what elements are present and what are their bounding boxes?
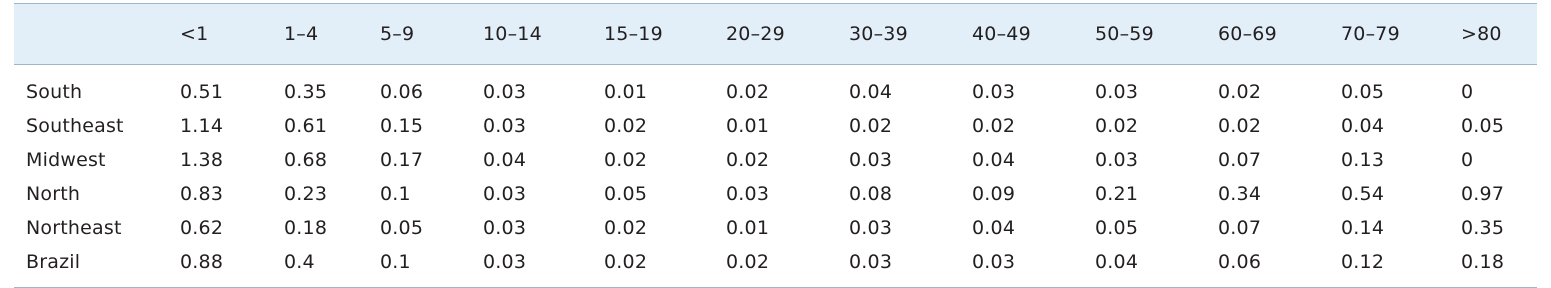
- header-cell-age-group: <1: [180, 4, 284, 65]
- table-row: [14, 143, 1537, 177]
- table-cell-value: 0.02: [726, 81, 770, 103]
- header-cell-age-group: 20–29: [726, 4, 849, 65]
- table-cell-value: 0.68: [284, 149, 328, 171]
- table-row: [14, 177, 1537, 211]
- table-cell-value: 0.21: [1095, 183, 1139, 205]
- table-cell-value: 0.02: [604, 217, 648, 239]
- table-cell-value: 0.61: [284, 115, 328, 137]
- table-cell-value: 0.03: [849, 245, 972, 288]
- table-cell-value: 0.04: [849, 81, 893, 103]
- table-cell-value: 0.03: [849, 217, 893, 239]
- table-cell-value: 0.02: [604, 149, 648, 171]
- row-label-region: Midwest: [26, 149, 106, 171]
- table-cell-value: 1.38: [180, 149, 224, 171]
- table-cell-value: 0.07: [1218, 217, 1262, 239]
- table-cell-value: 0.06: [1218, 245, 1341, 288]
- table-cell-value: 0.18: [284, 217, 328, 239]
- header-cell-age-group: 30–39: [849, 4, 972, 65]
- table-cell-value: 0.02: [972, 115, 1016, 137]
- table-cell-value: 0.02: [849, 115, 893, 137]
- table-cell-value: 0.04: [972, 217, 1016, 239]
- table-cell-value: 0.35: [1461, 217, 1505, 239]
- table-cell-value: 0.62: [180, 217, 224, 239]
- table-cell-value: 0.03: [726, 183, 770, 205]
- table-cell-value: 0.03: [1095, 81, 1139, 103]
- table-cell-value: 0.07: [1218, 149, 1262, 171]
- table-cell-value: 0.03: [972, 245, 1095, 288]
- table-cell-value: 0: [1461, 81, 1474, 103]
- table-cell-value: 0.03: [483, 245, 604, 288]
- header-cell-age-group: 1–4: [284, 4, 380, 65]
- table-cell-value: 0.18: [1461, 245, 1537, 288]
- table-body: [14, 65, 1537, 288]
- table-cell-value: 0.05: [1461, 115, 1505, 137]
- table-cell-value: 0.14: [1341, 217, 1385, 239]
- table-cell-value: 0.51: [180, 81, 224, 103]
- table-cell-value: 0.05: [604, 183, 648, 205]
- table-cell-value: 0.01: [604, 81, 648, 103]
- table-cell-value: 0.09: [972, 183, 1016, 205]
- row-label-region: South: [26, 81, 83, 103]
- header-cell-age-group: 40–49: [972, 4, 1095, 65]
- header-cell-age-group: 10–14: [483, 4, 604, 65]
- table-cell-value: 0.83: [180, 183, 224, 205]
- header-cell-age-group: 15–19: [604, 4, 726, 65]
- table-cell-value: 0.05: [1341, 81, 1385, 103]
- row-label-region: Northeast: [26, 217, 122, 239]
- table-header-row: [14, 4, 1537, 65]
- table-row: [14, 65, 1537, 110]
- table-cell-value: 0.1: [380, 183, 411, 205]
- row-label-region: Southeast: [26, 115, 124, 137]
- table-cell-value: 0.17: [380, 149, 424, 171]
- table-cell-value: 0.04: [972, 149, 1016, 171]
- table-cell-value: 0.34: [1218, 183, 1262, 205]
- table-cell-value: 0.03: [972, 81, 1016, 103]
- table-cell-value: 0.08: [849, 183, 893, 205]
- table-cell-value: 0.02: [604, 115, 648, 137]
- table-cell-value: 1.14: [180, 115, 224, 137]
- table-cell-value: 0.05: [1095, 217, 1139, 239]
- header-cell-age-group: 5–9: [380, 4, 483, 65]
- table-cell-value: 0.03: [483, 183, 527, 205]
- table-cell-value: 0.15: [380, 115, 424, 137]
- table-cell-value: 0.05: [380, 217, 424, 239]
- header-cell-age-group: 50–59: [1095, 4, 1218, 65]
- table-cell-value: 0.88: [180, 245, 284, 288]
- table-cell-value: 0.23: [284, 183, 328, 205]
- table-cell-value: 0.13: [1341, 149, 1385, 171]
- table-cell-value: 0.03: [483, 115, 527, 137]
- table-cell-value: 0.04: [1095, 245, 1218, 288]
- table-cell-value: 0.02: [1218, 81, 1262, 103]
- table-row: [14, 245, 1537, 288]
- table-row: [14, 109, 1537, 143]
- table-cell-value: 0.02: [726, 245, 849, 288]
- table-cell-value: 0.12: [1341, 245, 1461, 288]
- header-cell-age-group: 60–69: [1218, 4, 1341, 65]
- table-cell-value: 0.03: [483, 217, 527, 239]
- table-cell-value: 0.02: [1218, 115, 1262, 137]
- row-label-region: North: [26, 183, 81, 205]
- table-row: [14, 211, 1537, 245]
- table-cell-value: 0.02: [604, 245, 726, 288]
- table-cell-value: 0: [1461, 149, 1474, 171]
- table-cell-value: 0.03: [849, 149, 893, 171]
- data-table: [14, 3, 1537, 288]
- table-cell-value: 0.04: [1341, 115, 1385, 137]
- table-cell-value: 0.02: [726, 149, 770, 171]
- table-cell-value: 0.4: [284, 245, 380, 288]
- header-cell-age-group: 70–79: [1341, 4, 1461, 65]
- table-cell-value: 0.01: [726, 115, 770, 137]
- table-cell-value: 0.04: [483, 149, 527, 171]
- header-cell-region: [14, 4, 180, 65]
- table-cell-value: 0.01: [726, 217, 770, 239]
- table-cell-value: 0.35: [284, 81, 328, 103]
- table-cell-value: 0.02: [1095, 115, 1139, 137]
- row-label-region: Brazil: [14, 245, 180, 288]
- table-cell-value: 0.54: [1341, 183, 1385, 205]
- table-cell-value: 0.97: [1461, 183, 1505, 205]
- table-cell-value: 0.06: [380, 81, 424, 103]
- table-cell-value: 0.03: [483, 81, 527, 103]
- table-cell-value: 0.1: [380, 245, 483, 288]
- table-cell-value: 0.03: [1095, 149, 1139, 171]
- header-cell-age-group: >80: [1461, 4, 1537, 65]
